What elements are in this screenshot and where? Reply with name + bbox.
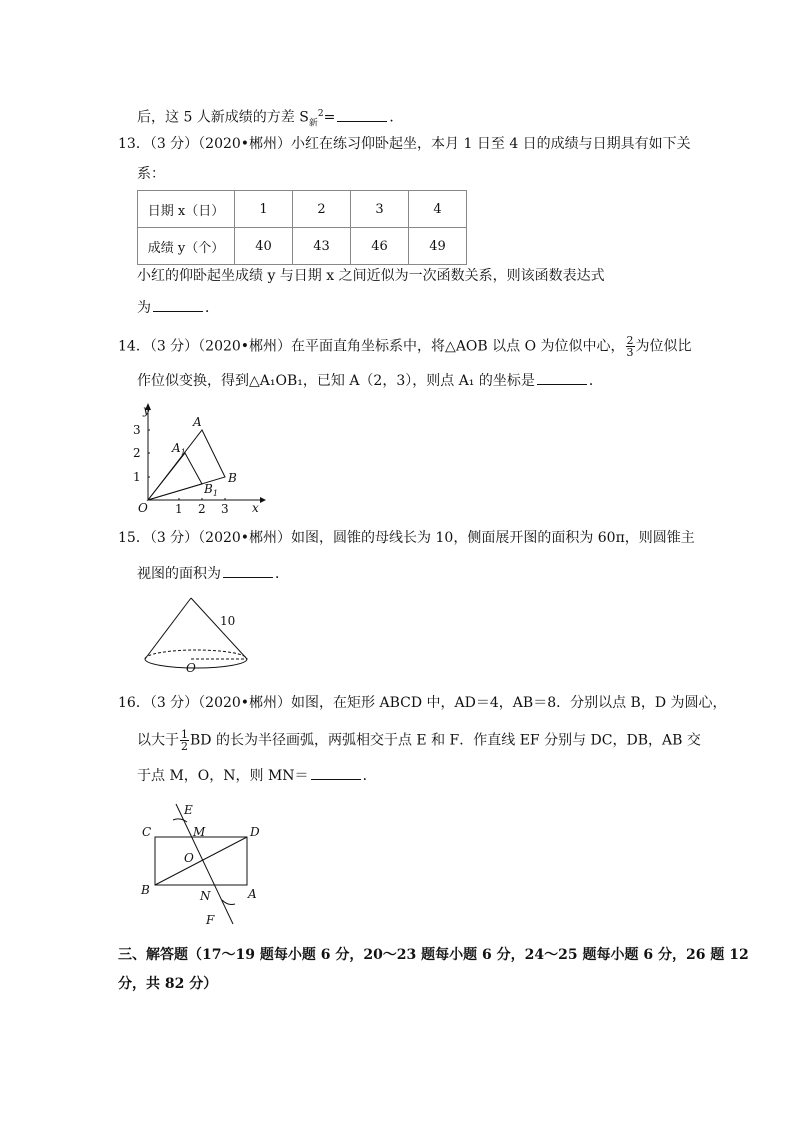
fraction-numerator: 1 [181, 728, 188, 741]
point-B-label: B [228, 471, 237, 485]
q15-line2 [137, 563, 289, 584]
point-A1-label: $A_1$ [172, 441, 186, 457]
table-cell: 46 [351, 228, 409, 265]
triangle-A1OB1 [148, 453, 202, 500]
x-tick-label: 2 [198, 502, 206, 516]
table-cell: 43 [293, 228, 351, 265]
table-row [138, 228, 467, 265]
point-C-label: C [142, 825, 152, 839]
point-M-label: M [193, 825, 206, 839]
base-front-arc [145, 659, 247, 668]
q15-line2-prefix: 视图的面积为 [137, 566, 221, 582]
q16-line1: 16．（3 分）（2020•郴州）如图，在矩形 ABCD 中，AD＝4，AB＝8．分别以点 B，D 为圆心， [118, 695, 727, 711]
q16-rectangle-figure [140, 800, 265, 928]
x-axis-arrow [260, 497, 266, 503]
point-F-label: F [206, 913, 215, 927]
q13-table [137, 190, 467, 265]
table-cell: 4 [409, 191, 467, 228]
q16-line3 [137, 765, 377, 786]
q14-line1-a: 14．（3 分）（2020•郴州）在平面直角坐标系中，将△AOB 以点 O 为位似中心， [118, 338, 625, 355]
table-header-date: 日期 x（日） [138, 191, 235, 228]
point-N-label: N [200, 889, 211, 903]
y-tick-label: 2 [133, 446, 141, 460]
x-tick-label: 3 [221, 502, 229, 516]
q14-answer-blank [537, 370, 587, 385]
table-cell: 3 [351, 191, 409, 228]
q14-line2-a: 作位似变换，得到△A₁OB₁，已知 A（2，3），则点 A₁ 的坐标是 [137, 373, 535, 389]
diagonal-BD [155, 837, 247, 885]
q14-line2-end: ． [588, 373, 603, 389]
q12-answer-blank [337, 107, 387, 122]
q14-coordinate-figure [133, 400, 270, 516]
point-B-label: B [141, 883, 150, 897]
q16-half-fraction [180, 729, 189, 752]
table-cell: 1 [235, 191, 293, 228]
q13-answer-blank [153, 297, 203, 312]
q15-line2-end: ． [275, 566, 289, 582]
table-cell: 2 [293, 191, 351, 228]
q14-line1-b: 为位似比 [635, 338, 692, 355]
q16-line2-a: 以大于 [137, 732, 179, 749]
q16-line3-end: ． [362, 768, 377, 784]
table-header-score: 成绩 y（个） [138, 228, 235, 265]
q14-ratio-fraction [626, 335, 635, 358]
q13-line4 [137, 297, 219, 318]
q15-line1: 15．（3 分）（2020•郴州）如图，圆锥的母线长为 10，侧面展开图的面积为 60π，则圆锥主 [118, 530, 695, 546]
q12-eq: = [323, 109, 336, 126]
table-cell: 49 [409, 228, 467, 265]
point-D-label: D [250, 825, 260, 839]
q12-sup: 2 [317, 109, 324, 119]
q14-line1 [118, 335, 692, 358]
q16-line2-b: BD 的长为半径画弧，两弧相交于点 E 和 F．作直线 EF 分别与 DC，DB，AB 交 [190, 732, 701, 749]
q13-line2: 系： [137, 166, 165, 182]
x-axis-label: x [252, 501, 259, 515]
q13-line3: 小红的仰卧起坐成绩 y 与日期 x 之间近似为一次函数关系，则该函数表达式 [137, 268, 605, 284]
x-tick-label: 1 [175, 502, 183, 516]
origin-label: O [138, 501, 148, 515]
point-B1-label: $B_1$ [204, 482, 218, 498]
point-E-label: E [184, 803, 193, 817]
q16-line2 [137, 729, 701, 752]
table-row [138, 191, 467, 228]
fraction-numerator: 2 [626, 334, 634, 347]
q14-line2 [137, 370, 603, 391]
q13-line1: 13．（3 分）（2020•郴州）小红在练习仰卧起坐，本月 1 日至 4 日的成绩与日期具有如下关 [118, 136, 691, 152]
slant-length-label: 10 [220, 614, 236, 628]
q16-answer-blank [311, 765, 361, 780]
table-cell: 40 [235, 228, 293, 265]
q13-line4-end: ． [205, 300, 219, 316]
fraction-denominator: 3 [626, 346, 634, 359]
section3-heading-line2: 分，共 82 分） [118, 976, 218, 992]
y-axis-label: y [143, 403, 150, 417]
q15-cone-figure [140, 594, 255, 676]
base-back-arc [145, 650, 247, 659]
section3-heading-line1: 三、解答题（17～19 题每小题 6 分，20～23 题每小题 6 分，24～25 题每小题 6 分，26 题 12 [118, 947, 749, 963]
y-tick-label: 3 [133, 423, 141, 437]
q12-prefix: 后，这 5 人新成绩的方差 S [137, 109, 309, 126]
center-O-label: O [186, 661, 196, 675]
point-O-label: O [184, 851, 194, 865]
q12-tail-line [137, 104, 403, 133]
point-A-label: A [193, 415, 202, 429]
q12-sub: 新 [308, 118, 318, 129]
q16-line3-a: 于点 M，O，N，则 MN＝ [137, 768, 309, 784]
fraction-denominator: 2 [181, 740, 188, 753]
y-tick-label: 1 [133, 470, 141, 484]
point-A-label: A [248, 887, 257, 901]
arc-E [173, 819, 187, 822]
q13-line4-prefix: 为 [137, 300, 151, 316]
q12-end: ． [389, 109, 404, 126]
q15-answer-blank [223, 563, 273, 578]
